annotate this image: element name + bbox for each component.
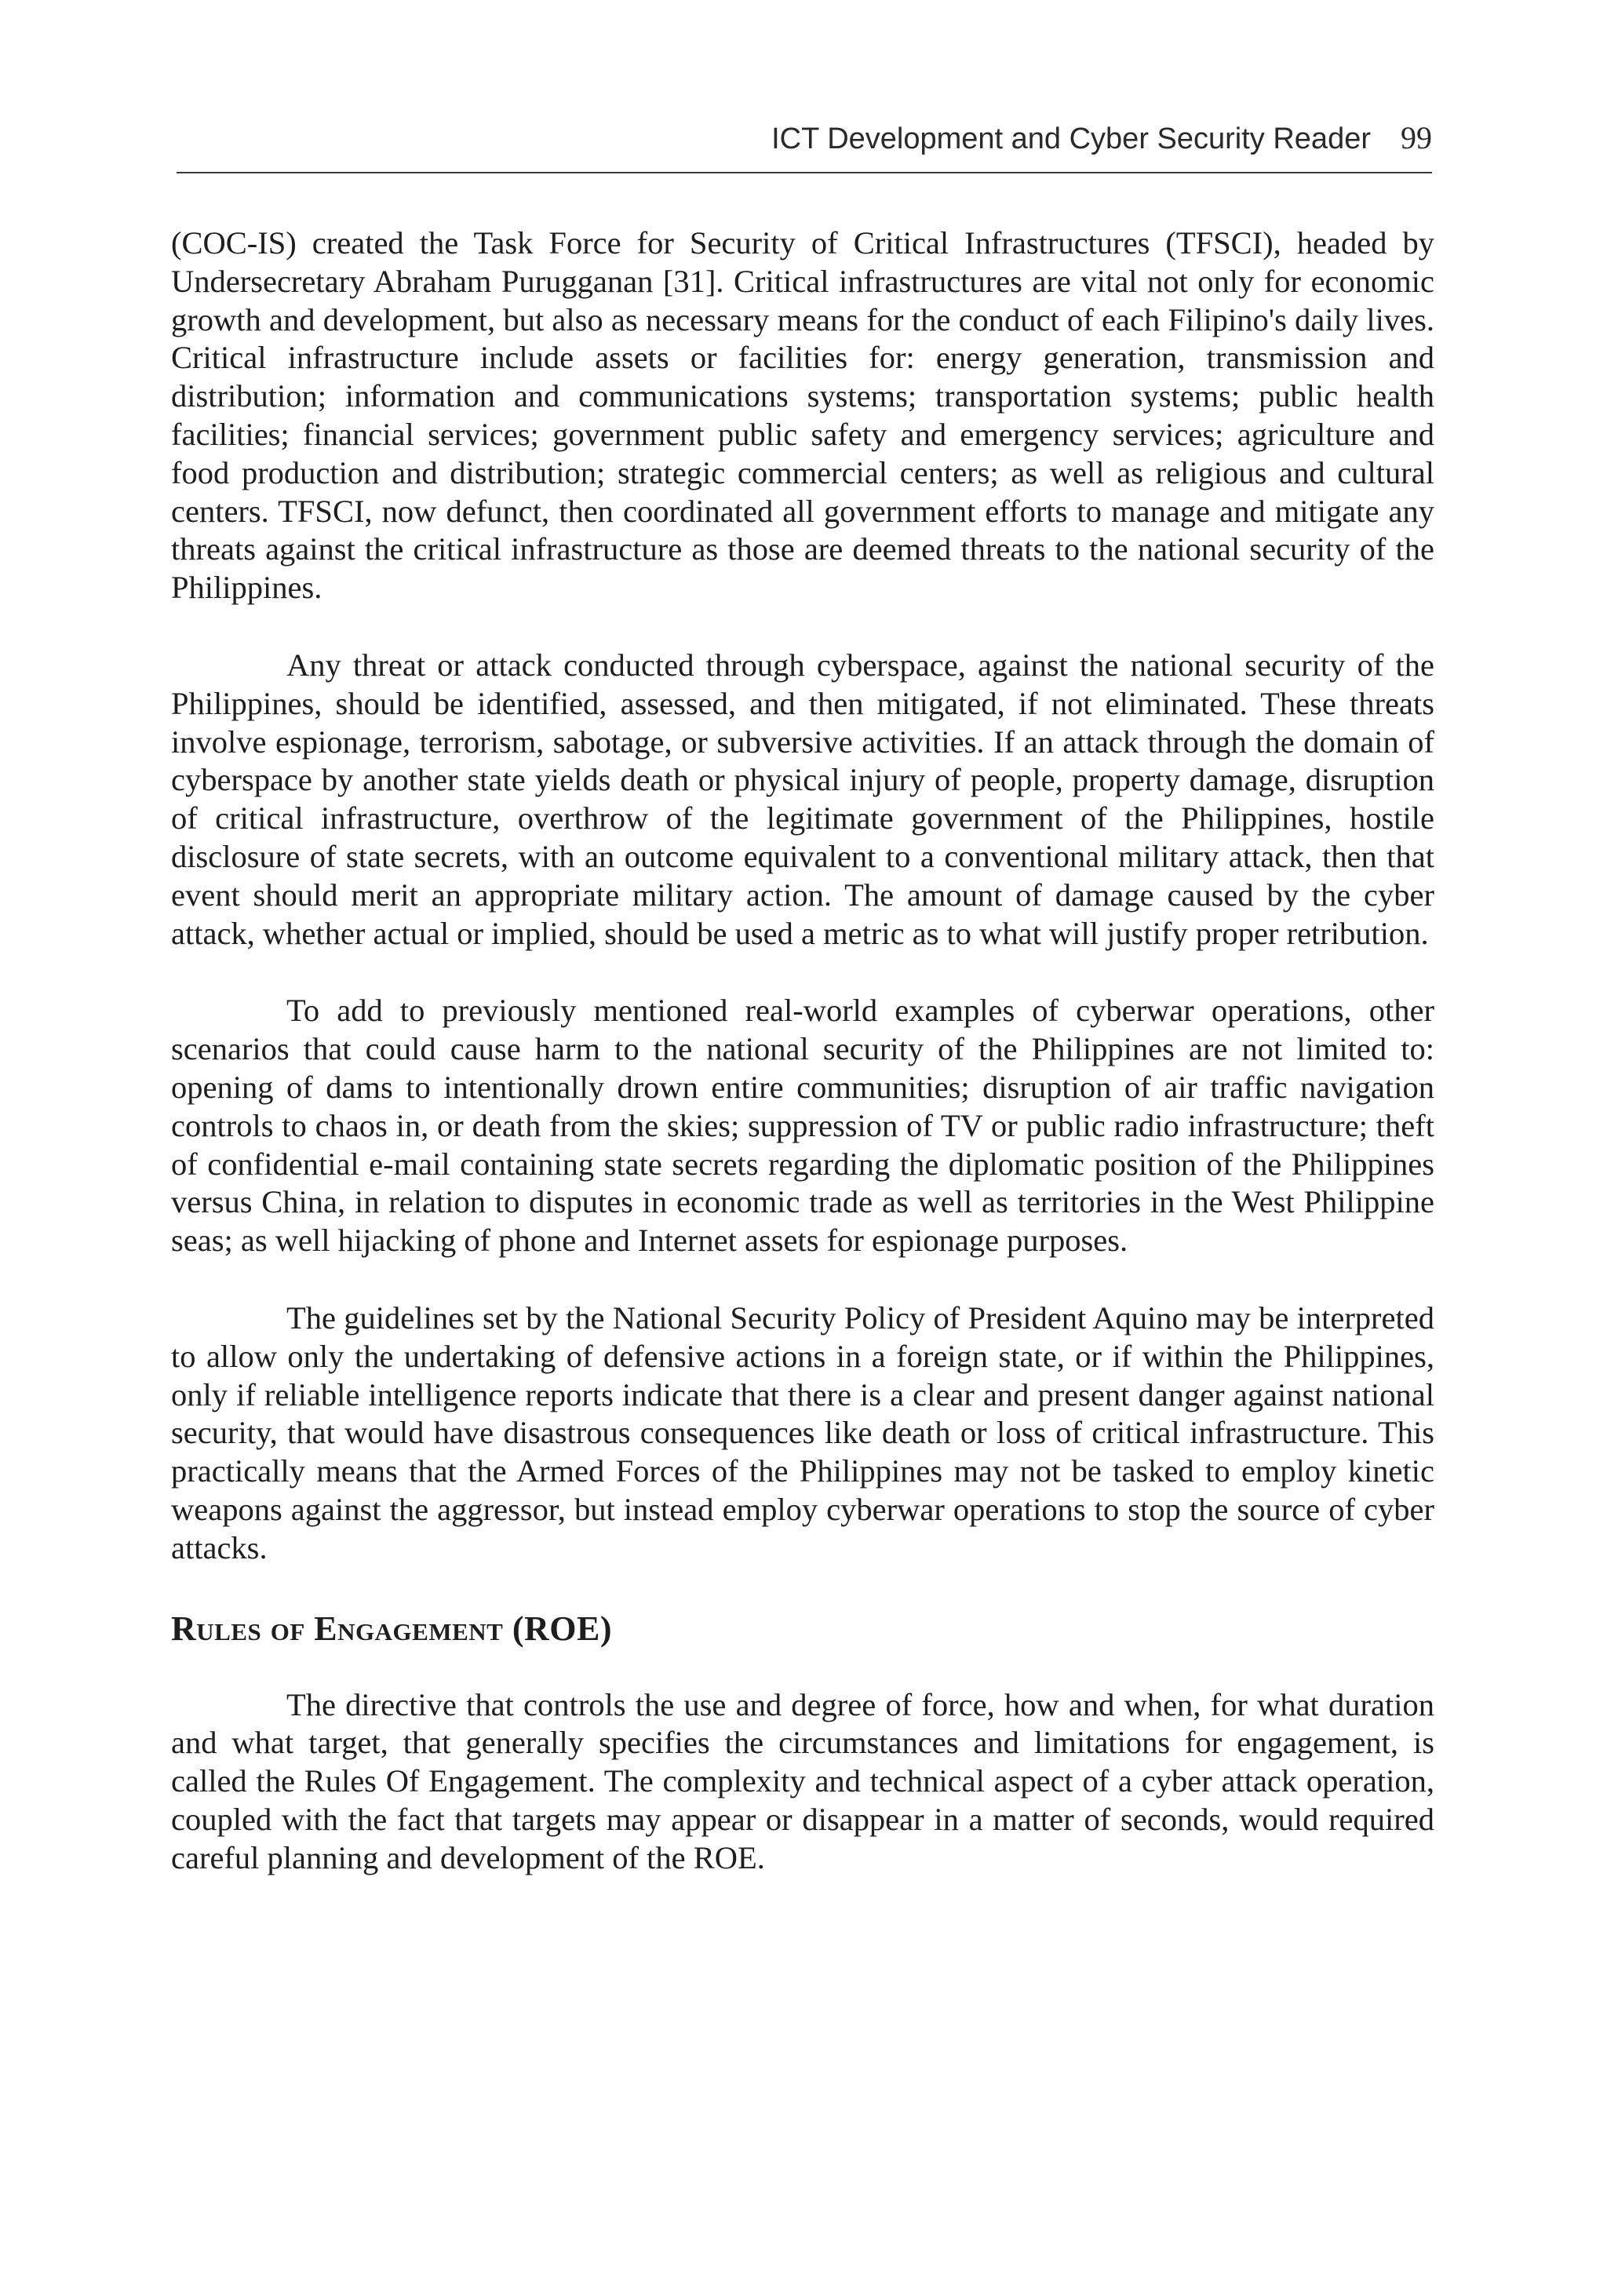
body-text <box>171 224 1434 1916</box>
section-paragraph-1: The directive that controls the use and degree of force, how and when, for what duration and what target, that generally specifies the circumstances and limitations for engagement, is called the Rules Of Engagement. The complexity and technical aspect of a cyber attack operation, coupled with the fact that targets may appear or disappear in a matter of seconds, would required careful planning and development of the ROE. <box>171 1686 1434 1875</box>
paragraph-2: Any threat or attack conducted through cyberspace, against the national security of the Philippines, should be identified, assessed, and then mitigated, if not eliminated. These threats involve espionage, terrorism, sabotage, or subversive activities. If an attack through the domain of cyberspace by another state yields death or physical injury of people, property damage, disruption of critical infrastructure, overthrow of the legitimate government of the Philippines, hostile disclosure of state secrets, with an outcome equivalent to a conventional military attack, then that event should merit an appropriate military action. The amount of damage caused by the cyber attack, whether actual or implied, should be used a metric as to what will justify proper retribution. <box>171 647 1434 951</box>
running-header <box>177 115 1432 162</box>
paragraph-3: To add to previously mentioned real-world examples of cyberwar operations, other scenarios that could cause harm to the national security of the Philippines are not limited to: opening of dams to intentionally drown entire communities; disruption of air traffic navigation controls to chaos in, or death from the skies; suppression of TV or public radio infrastructure; theft of confidential e-mail containing state secrets regarding the diplomatic position of the Philippines versus China, in relation to disputes in economic trade as well as territories in the West Philippine seas; as well hijacking of phone and Internet assets for espionage purposes. <box>171 993 1434 1259</box>
paragraph-4: The guidelines set by the National Security Policy of President Aquino may be interpreted to allow only the undertaking of defensive actions in a foreign state, or if within the Philippines, only if reliable intelligence reports indicate that there is a clear and present danger against national security, that would have disastrous consequences like death or loss of critical infrastructure. This practically means that the Armed Forces of the Philippines may not be tasked to employ kinetic weapons against the aggressor, but instead employ cyberwar operations to stop the source of cyber attacks. <box>171 1299 1434 1565</box>
running-title: ICT Development and Cyber Security Reader <box>771 122 1371 155</box>
section-heading: Rules of Engagement (ROE) <box>171 1609 612 1648</box>
header-divider <box>177 172 1432 173</box>
page-number: 99 <box>1401 120 1432 155</box>
paragraph-1: (COC-IS) created the Task Force for Security of Critical Infrastructures (TFSCI), headed by Undersecretary Abraham Purugganan [31]. Critical infrastructures are vital not only for economic growth and development, but also as necessary means for the conduct of each Filipino's daily lives. Critical infrastructure include assets or facilities for: energy generation, transmission and distribution; information and communications systems; transportation systems; public health facilities; financial services; government public safety and emergency services; agriculture and food production and distribution; strategic commercial centers; as well as religious and cultural centers. TFSCI, now defunct, then coordinated all government efforts to manage and mitigate any threats against the critical infrastructure as those are deemed threats to the national security of the Philippines. <box>171 225 1434 606</box>
